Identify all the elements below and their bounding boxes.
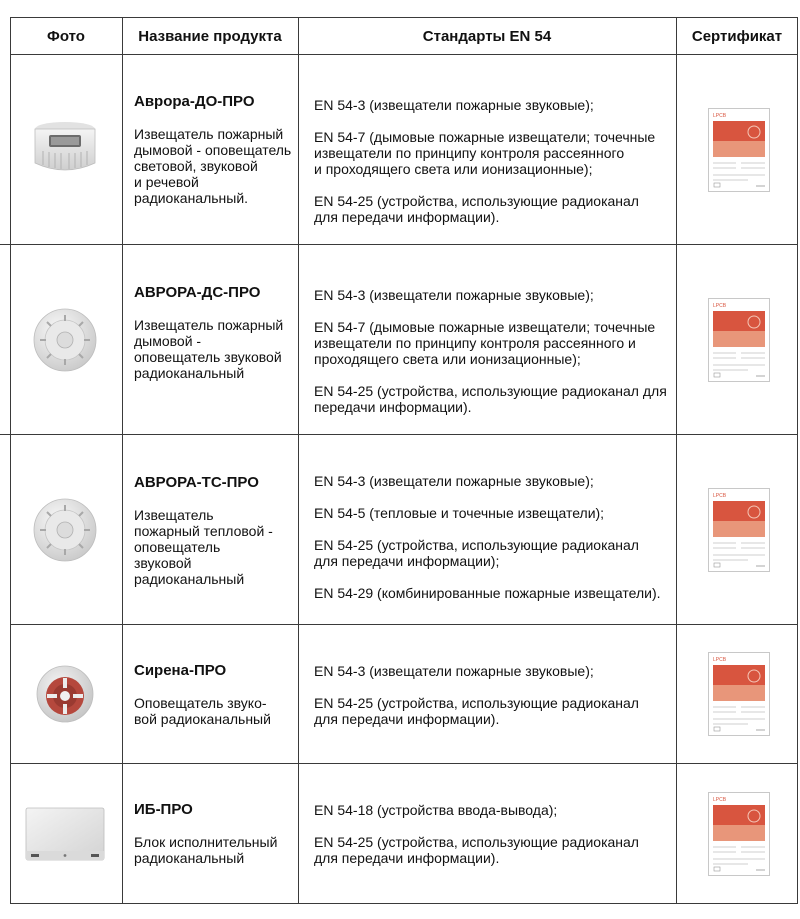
standard-item: EN 54-3 (извещатели пожарные звуковые); bbox=[314, 473, 594, 489]
standard-item: EN 54-3 (извещатели пожарные звуковые); bbox=[314, 287, 594, 303]
certificate-logo: LPCB bbox=[713, 492, 727, 499]
standards-cell bbox=[314, 473, 674, 617]
product-description: Извещатель пожарный дымовой - оповещатель звуковой радиоканальный bbox=[134, 317, 284, 381]
standard-item: EN 54-5 (тепловые и точечные извещатели); bbox=[314, 505, 605, 521]
certificate-thumbnail-icon bbox=[708, 108, 770, 192]
product-description: Извещатель пожарный дымовой - оповещатель световой, звуковой и речевой радиоканальный. bbox=[134, 126, 292, 206]
certificate-cell bbox=[678, 55, 800, 244]
product-description: Оповещатель звуко- вой радиоканальный bbox=[134, 695, 271, 727]
header-standards: Стандарты EN 54 bbox=[422, 28, 552, 45]
standards-cell bbox=[314, 802, 674, 882]
product-title: АВРОРА-ТС-ПРО bbox=[134, 474, 259, 491]
certificate-cell bbox=[678, 435, 800, 624]
product-description: Блок исполнительный радиоканальный bbox=[134, 834, 278, 866]
certificate-thumbnail-icon bbox=[708, 488, 770, 572]
table-row bbox=[0, 435, 800, 624]
certificate-logo: LPCB bbox=[713, 657, 727, 663]
standards-cell bbox=[314, 287, 674, 431]
certificate-logo: LPCB bbox=[713, 796, 727, 803]
certificate-cell bbox=[678, 625, 800, 763]
siren-icon bbox=[35, 664, 95, 724]
table-row bbox=[0, 245, 800, 434]
standard-item: EN 54-7 (дымовые пожарные извещатели; точечные извещатели по принципу контроля рассеянного и проходящего света или ионизационные); bbox=[314, 129, 656, 177]
product-description: Извещатель пожарный тепловой - оповещатель звуковой радиоканальный bbox=[134, 507, 273, 587]
certificate-logo: LPCB bbox=[713, 302, 727, 309]
certificate-thumbnail-icon bbox=[708, 652, 770, 736]
standard-item: EN 54-25 (устройства, использующие радиоканал для передачи информации). bbox=[314, 383, 667, 415]
header-product-name: Название продукта bbox=[138, 28, 282, 45]
standard-item: EN 54-18 (устройства ввода-вывода); bbox=[314, 802, 558, 818]
certificate-thumbnail-icon bbox=[708, 298, 770, 382]
product-photo bbox=[8, 625, 122, 763]
certificate-cell bbox=[678, 764, 800, 903]
certificate-cell bbox=[678, 245, 800, 434]
table-border-top bbox=[10, 17, 798, 18]
product-title: Аврора-ДО-ПРО bbox=[134, 93, 255, 110]
product-title: ИБ-ПРО bbox=[134, 801, 193, 818]
product-photo bbox=[8, 55, 122, 244]
detector-box-icon bbox=[27, 119, 103, 181]
product-photo bbox=[8, 245, 122, 434]
standards-cell bbox=[314, 97, 674, 241]
standard-item: EN 54-25 (устройства, использующие радиоканал для передачи информации); bbox=[314, 537, 639, 569]
standard-item: EN 54-25 (устройства, использующие радиоканал для передачи информации). bbox=[314, 695, 639, 727]
table-row bbox=[0, 764, 800, 903]
product-title: Сирена-ПРО bbox=[134, 662, 227, 679]
product-name-cell bbox=[134, 285, 294, 381]
detector-round-icon bbox=[32, 307, 98, 373]
product-photo bbox=[8, 435, 122, 624]
control-unit-box-icon bbox=[25, 807, 105, 861]
standard-item: EN 54-3 (извещатели пожарные звуковые); bbox=[314, 97, 594, 113]
standard-item: EN 54-7 (дымовые пожарные извещатели; точечные извещатели по принципу контроля рассеянного и проходящего света или ионизационные); bbox=[314, 319, 656, 367]
standard-item: EN 54-3 (извещатели пожарные звуковые); bbox=[314, 663, 594, 679]
standard-item: EN 54-25 (устройства, использующие радиоканал для передачи информации). bbox=[314, 193, 639, 225]
standard-item: EN 54-25 (устройства, использующие радиоканал для передачи информации). bbox=[314, 834, 639, 866]
header-photo: Фото bbox=[47, 28, 85, 45]
table-row bbox=[0, 625, 800, 763]
product-name-cell bbox=[134, 475, 294, 587]
product-name-cell bbox=[134, 802, 294, 866]
header-certificate: Сертификат bbox=[691, 28, 783, 45]
certificate-thumbnail-icon bbox=[708, 792, 770, 876]
product-name-cell bbox=[134, 663, 294, 727]
detector-round-icon bbox=[32, 497, 98, 563]
product-photo bbox=[8, 764, 122, 903]
standard-item: EN 54-29 (комбинированные пожарные извещатели). bbox=[314, 585, 661, 601]
table-border-bottom bbox=[10, 903, 798, 904]
product-title: АВРОРА-ДС-ПРО bbox=[134, 284, 261, 301]
table-row bbox=[0, 55, 800, 244]
standards-cell bbox=[314, 663, 674, 743]
product-name-cell bbox=[134, 94, 294, 206]
certificate-logo: LPCB bbox=[713, 112, 727, 119]
